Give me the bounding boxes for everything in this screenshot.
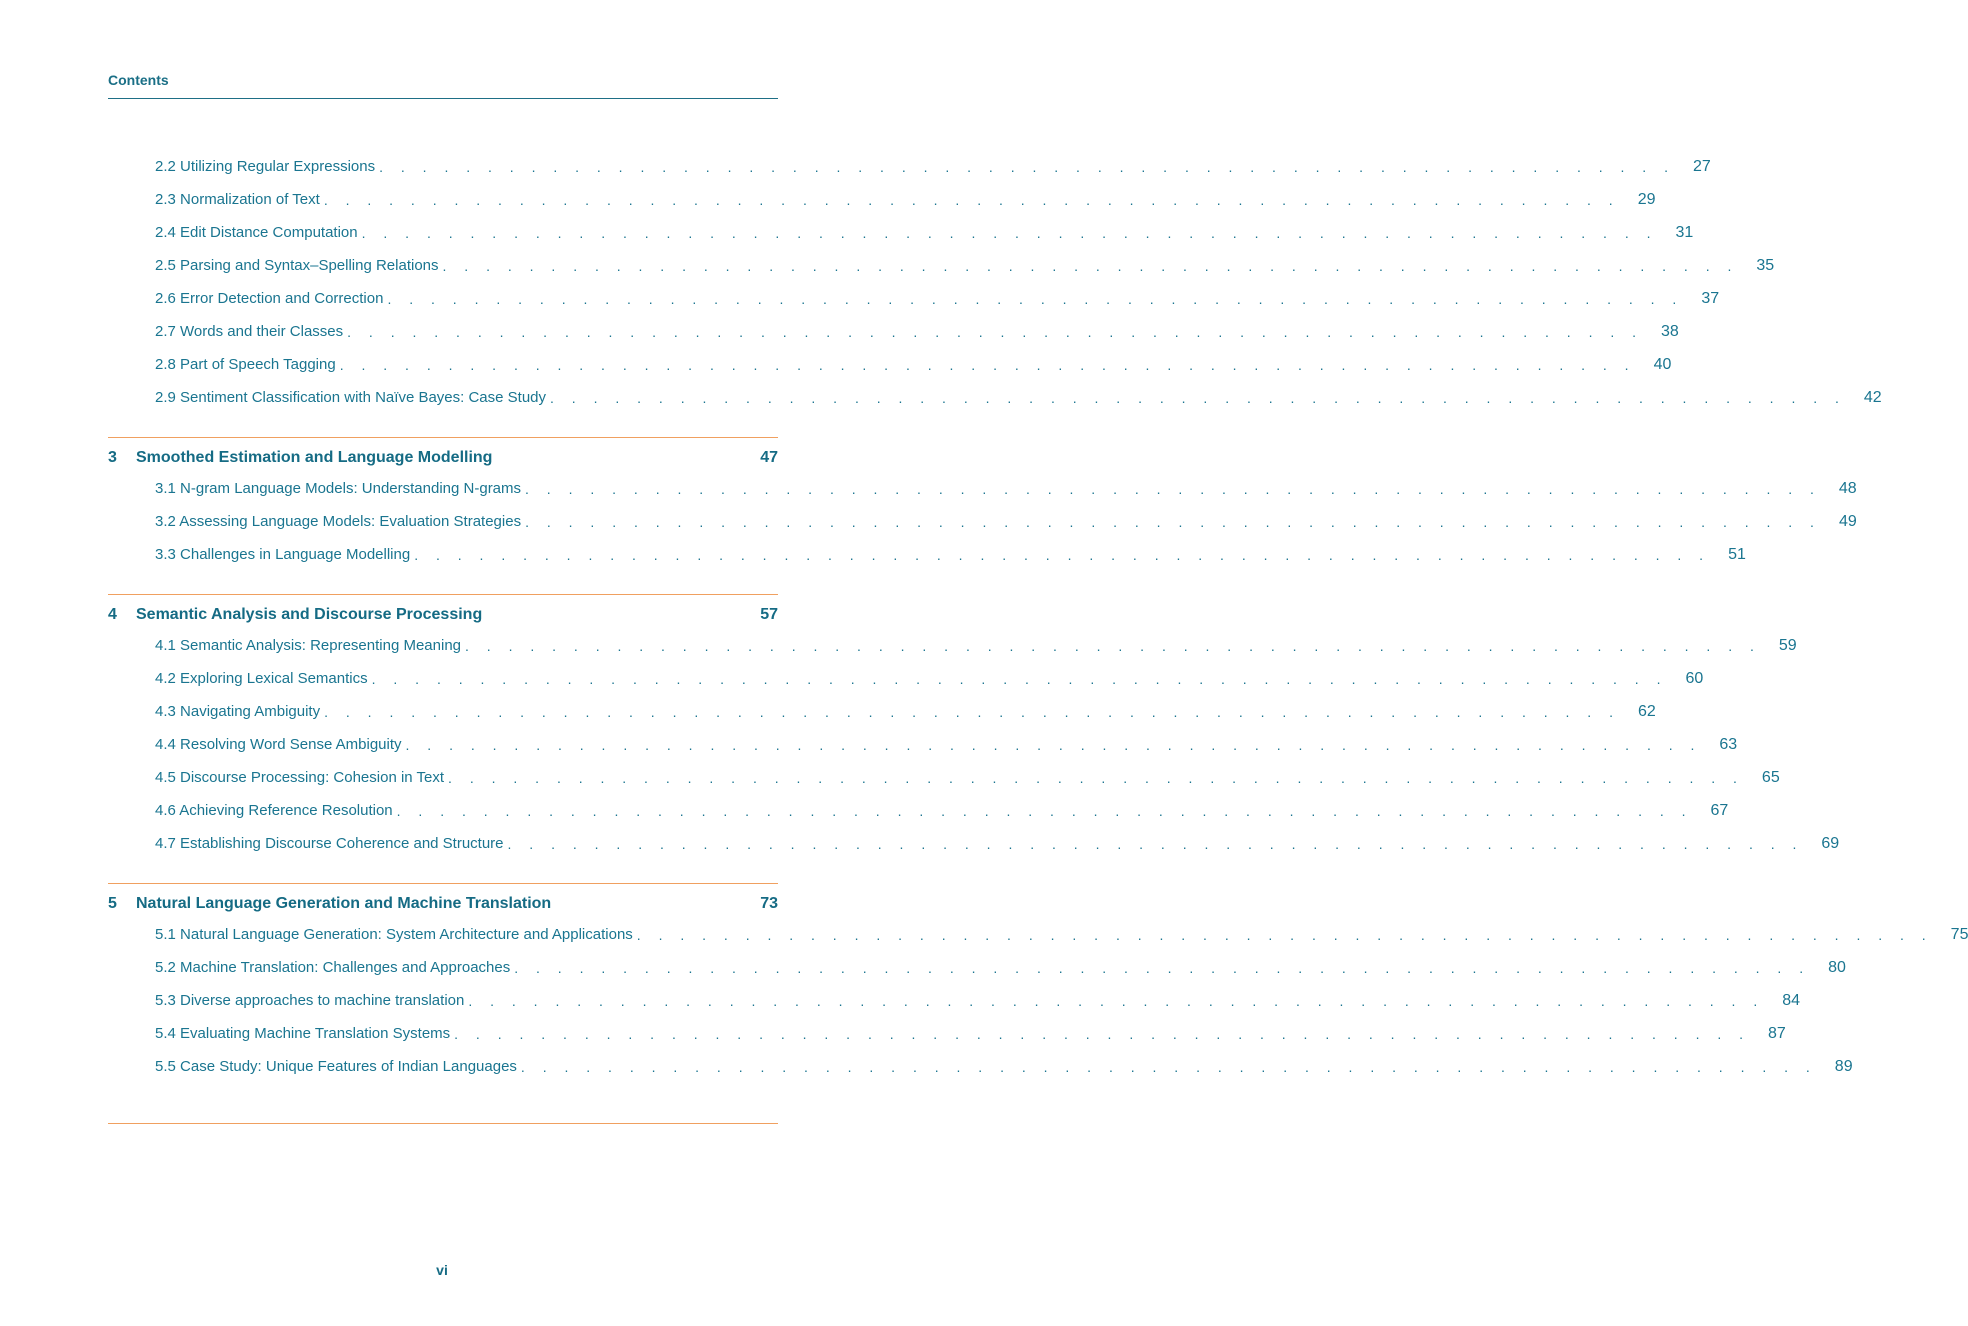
toc-entry-page: 40 (1653, 355, 1672, 373)
chapter-list (108, 437, 1968, 1083)
toc-entry[interactable] (108, 282, 1720, 315)
chapter-title: Smoothed Estimation and Language Modelling (136, 449, 493, 466)
toc-entry[interactable] (108, 1050, 1853, 1083)
toc-entry[interactable] (108, 1017, 1786, 1050)
toc-entry-label: 4.7 Establishing Discourse Coherence and Structure (108, 835, 508, 852)
chapter-heading[interactable] (108, 601, 778, 629)
dot-leader: . . . . . . . . . . . . . . . . . . . . . . . . . . . . . . . . . . . . . . . . . . . . . . . . . . . . . . . . . . . . (454, 1025, 1751, 1042)
chapter-section (108, 437, 1857, 571)
dot-leader: . . . . . . . . . . . . . . . . . . . . . . . . . . . . . . . . . . . . . . . . . . . . . . . . . . . . . . . . . . . . (387, 290, 1684, 307)
toc-entry[interactable] (108, 216, 1694, 249)
toc-entry-page: 84 (1782, 991, 1801, 1009)
toc-entry-page: 38 (1661, 322, 1679, 340)
dot-leader: . . . . . . . . . . . . . . . . . . . . . . . . . . . . . . . . . . . . . . . . . . . . . . . . . . . . . . . . . . . . (371, 670, 1668, 687)
toc-entry-page: 65 (1761, 768, 1780, 786)
dot-leader: . . . . . . . . . . . . . . . . . . . . . . . . . . . . . . . . . . . . . . . . . . . . . . . . . . . . . . . . . . . . (468, 992, 1765, 1009)
toc-entry-page: 37 (1701, 289, 1720, 307)
dot-leader: . . . . . . . . . . . . . . . . . . . . . . . . . . . . . . . . . . . . . . . . . . . . . . . . . . . . . . . . . . . . (525, 513, 1821, 530)
toc-entry-label: 2.8 Part of Speech Tagging (108, 356, 340, 373)
toc-entry-label: 2.7 Words and their Classes (108, 323, 347, 340)
dot-leader: . . . . . . . . . . . . . . . . . . . . . . . . . . . . . . . . . . . . . . . . . . . . . . . . . . . . . . . . . . . . (396, 802, 1693, 819)
dot-leader: . . . . . . . . . . . . . . . . . . . . . . . . . . . . . . . . . . . . . . . . . . . . . . . . . . . . . . . . . . . . (323, 191, 1620, 208)
toc-entry-label: 5.3 Diverse approaches to machine translation (108, 992, 468, 1009)
dot-leader: . . . . . . . . . . . . . . . . . . . . . . . . . . . . . . . . . . . . . . . . . . . . . . . . . . . . . . . . . . . . (520, 1058, 1817, 1075)
dot-leader: . . . . . . . . . . . . . . . . . . . . . . . . . . . . . . . . . . . . . . . . . . . . . . . . . . . . . . . . . . . . (525, 480, 1821, 497)
running-header (108, 70, 778, 99)
dot-leader: . . . . . . . . . . . . . . . . . . . . . . . . . . . . . . . . . . . . . . . . . . . . . . . . . . . . . . . . . . . . (379, 158, 1675, 175)
table-of-contents (108, 150, 1968, 1124)
toc-entry-label: 4.6 Achieving Reference Resolution (108, 802, 397, 819)
chapter-section (108, 883, 1968, 1083)
toc-entry-label: 5.5 Case Study: Unique Features of Indian Languages (108, 1058, 521, 1075)
toc-entry-page: 87 (1768, 1024, 1786, 1042)
toc-entry[interactable] (108, 695, 1656, 728)
toc-entry[interactable] (108, 951, 1846, 984)
toc-entry-page: 31 (1675, 223, 1694, 241)
chapter-number: 5 (108, 895, 117, 912)
dot-leader: . . . . . . . . . . . . . . . . . . . . . . . . . . . . . . . . . . . . . . . . . . . . . . . . . . . . . . . . . . . . (550, 389, 1846, 406)
toc-entry-page: 63 (1719, 735, 1738, 753)
dot-leader: . . . . . . . . . . . . . . . . . . . . . . . . . . . . . . . . . . . . . . . . . . . . . . . . . . . . . . . . . . . . (339, 356, 1636, 373)
toc-entry[interactable] (108, 249, 1775, 282)
toc-entry-page: 51 (1728, 545, 1746, 563)
toc-entry[interactable] (108, 629, 1797, 662)
chapter-number: 4 (108, 606, 117, 623)
toc-entry[interactable] (108, 728, 1738, 761)
toc-entry[interactable] (108, 761, 1780, 794)
dot-leader: . . . . . . . . . . . . . . . . . . . . . . . . . . . . . . . . . . . . . . . . . . . . . . . . . . . . . . . . . . . . (514, 959, 1811, 976)
toc-entry-page: 48 (1838, 479, 1857, 497)
toc-entry-page: 80 (1828, 958, 1846, 976)
toc-entry[interactable] (108, 472, 1857, 505)
chapter-page: 47 (760, 449, 778, 466)
toc-entry-label: 5.1 Natural Language Generation: System Architecture and Applications (108, 926, 637, 943)
dot-leader: . . . . . . . . . . . . . . . . . . . . . . . . . . . . . . . . . . . . . . . . . . . . . . . . . . . . . . . . . . . . (414, 546, 1711, 563)
toc-entry-label: 2.5 Parsing and Syntax–Spelling Relations (108, 257, 443, 274)
toc-entry[interactable] (108, 505, 1857, 538)
toc-entry-page: 35 (1756, 256, 1775, 274)
toc-entry-label: 2.6 Error Detection and Correction (108, 290, 387, 307)
toc-entry-page: 29 (1637, 190, 1656, 208)
toc-entry[interactable] (108, 794, 1729, 827)
toc-entry-page: 69 (1821, 834, 1840, 852)
toc-entry[interactable] (108, 662, 1704, 695)
page-number: vi (436, 1262, 448, 1278)
dot-leader: . . . . . . . . . . . . . . . . . . . . . . . . . . . . . . . . . . . . . . . . . . . . . . . . . . . . . . . . . . . . (324, 703, 1620, 720)
chapter-title: Semantic Analysis and Discourse Processing (136, 606, 483, 623)
toc-entry[interactable] (108, 315, 1679, 348)
toc-entry-page: 75 (1950, 925, 1968, 943)
toc-entry-label: 5.2 Machine Translation: Challenges and Approaches (108, 959, 514, 976)
dot-leader: . . . . . . . . . . . . . . . . . . . . . . . . . . . . . . . . . . . . . . . . . . . . . . . . . . . . . . . . . . . . (361, 224, 1658, 241)
toc-entry-page: 49 (1838, 512, 1857, 530)
toc-entry-label: 3.2 Assessing Language Models: Evaluation Strategies (108, 513, 525, 530)
toc-entry-page: 42 (1863, 388, 1882, 406)
chapter-page: 73 (760, 895, 778, 912)
toc-entry-label: 4.4 Resolving Word Sense Ambiguity (108, 736, 406, 753)
chapter-section (108, 594, 1840, 860)
bottom-rule (108, 1123, 778, 1124)
toc-entry-label: 4.2 Exploring Lexical Semantics (108, 670, 372, 687)
toc-entry[interactable] (108, 918, 1968, 951)
toc-entry-page: 67 (1710, 801, 1729, 819)
dot-leader: . . . . . . . . . . . . . . . . . . . . . . . . . . . . . . . . . . . . . . . . . . . . . . . . . . . . . . . . . . . . (636, 926, 1933, 943)
chapter-number: 3 (108, 449, 117, 466)
dot-leader: . . . . . . . . . . . . . . . . . . . . . . . . . . . . . . . . . . . . . . . . . . . . . . . . . . . . . . . . . . . . (405, 736, 1702, 753)
header-title: Contents (108, 72, 169, 88)
dot-leader: . . . . . . . . . . . . . . . . . . . . . . . . . . . . . . . . . . . . . . . . . . . . . . . . . . . . . . . . . . . . (347, 323, 1644, 340)
toc-entry[interactable] (108, 381, 1882, 414)
toc-entry-label: 3.1 N-gram Language Models: Understanding N-grams (108, 480, 525, 497)
toc-entry[interactable] (108, 984, 1801, 1017)
intro-entries (108, 150, 1882, 414)
toc-entry-label: 2.9 Sentiment Classification with Naïve Bayes: Case Study (108, 389, 550, 406)
toc-entry-label: 4.1 Semantic Analysis: Representing Meaning (108, 637, 465, 654)
dot-leader: . . . . . . . . . . . . . . . . . . . . . . . . . . . . . . . . . . . . . . . . . . . . . . . . . . . . . . . . . . . . (448, 769, 1744, 786)
toc-entry-label: 4.3 Navigating Ambiguity (108, 703, 324, 720)
toc-entry-label: 3.3 Challenges in Language Modelling (108, 546, 414, 563)
chapter-heading[interactable] (108, 890, 778, 918)
toc-entry-label: 2.3 Normalization of Text (108, 191, 324, 208)
dot-leader: . . . . . . . . . . . . . . . . . . . . . . . . . . . . . . . . . . . . . . . . . . . . . . . . . . . . . . . . . . . . (442, 257, 1739, 274)
toc-entry-label: 2.4 Edit Distance Computation (108, 224, 362, 241)
toc-entry-page: 59 (1778, 636, 1797, 654)
toc-entry-page: 62 (1637, 702, 1656, 720)
chapter-heading[interactable] (108, 444, 778, 472)
toc-entry-label: 5.4 Evaluating Machine Translation Systems (108, 1025, 454, 1042)
toc-entry[interactable] (108, 150, 1711, 183)
toc-entry-label: 2.2 Utilizing Regular Expressions (108, 158, 379, 175)
toc-entry[interactable] (108, 538, 1746, 571)
chapter-title: Natural Language Generation and Machine Translation (136, 895, 552, 912)
dot-leader: . . . . . . . . . . . . . . . . . . . . . . . . . . . . . . . . . . . . . . . . . . . . . . . . . . . . . . . . . . . . (465, 637, 1761, 654)
dot-leader: . . . . . . . . . . . . . . . . . . . . . . . . . . . . . . . . . . . . . . . . . . . . . . . . . . . . . . . . . . . . (507, 835, 1804, 852)
toc-entry-label: 4.5 Discourse Processing: Cohesion in Text (108, 769, 448, 786)
chapter-page: 57 (760, 606, 778, 623)
toc-entry-page: 89 (1834, 1057, 1853, 1075)
toc-entry[interactable] (108, 183, 1656, 216)
toc-entry[interactable] (108, 348, 1672, 381)
toc-entry-page: 27 (1692, 157, 1711, 175)
toc-entry-page: 60 (1685, 669, 1704, 687)
toc-entry[interactable] (108, 827, 1840, 860)
